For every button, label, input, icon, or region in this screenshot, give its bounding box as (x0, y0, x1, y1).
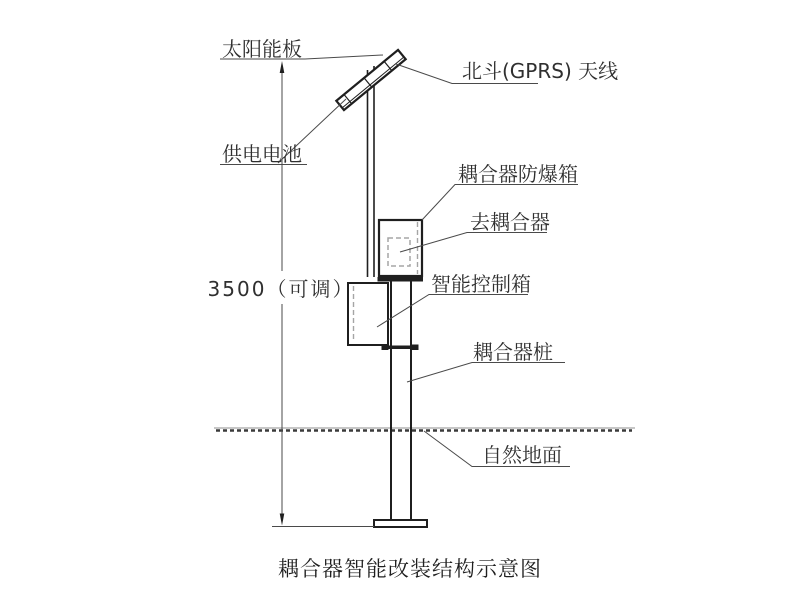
dimension-arrow-up (280, 61, 285, 73)
leader-pile (407, 363, 565, 383)
base-plate (374, 520, 427, 527)
leader-control-box (377, 295, 528, 328)
label-control-box: 智能控制箱 (431, 272, 531, 296)
dimension-text: 3500（可调） (207, 277, 355, 301)
explosion-proof-box (378, 220, 424, 282)
label-solar-panel: 太阳能板 (222, 37, 302, 61)
dimension-arrow-down (280, 514, 285, 526)
label-explosion-box: 耦合器防爆箱 (458, 162, 578, 186)
coupler-pile (391, 282, 411, 521)
ground-line (214, 428, 635, 431)
retrofit-pole (368, 66, 375, 277)
label-ground: 自然地面 (482, 443, 562, 467)
label-pile: 耦合器桩 (473, 340, 553, 364)
label-battery: 供电电池 (222, 142, 302, 166)
label-antenna: 北斗(GPRS) 天线 (462, 59, 619, 83)
solar-panel (336, 50, 405, 110)
diagram-title: 耦合器智能改装结构示意图 (278, 557, 542, 581)
clamp-bracket (382, 345, 419, 351)
label-to-coupler: 去耦合器 (470, 210, 550, 234)
pile-cap-plate (378, 277, 424, 282)
